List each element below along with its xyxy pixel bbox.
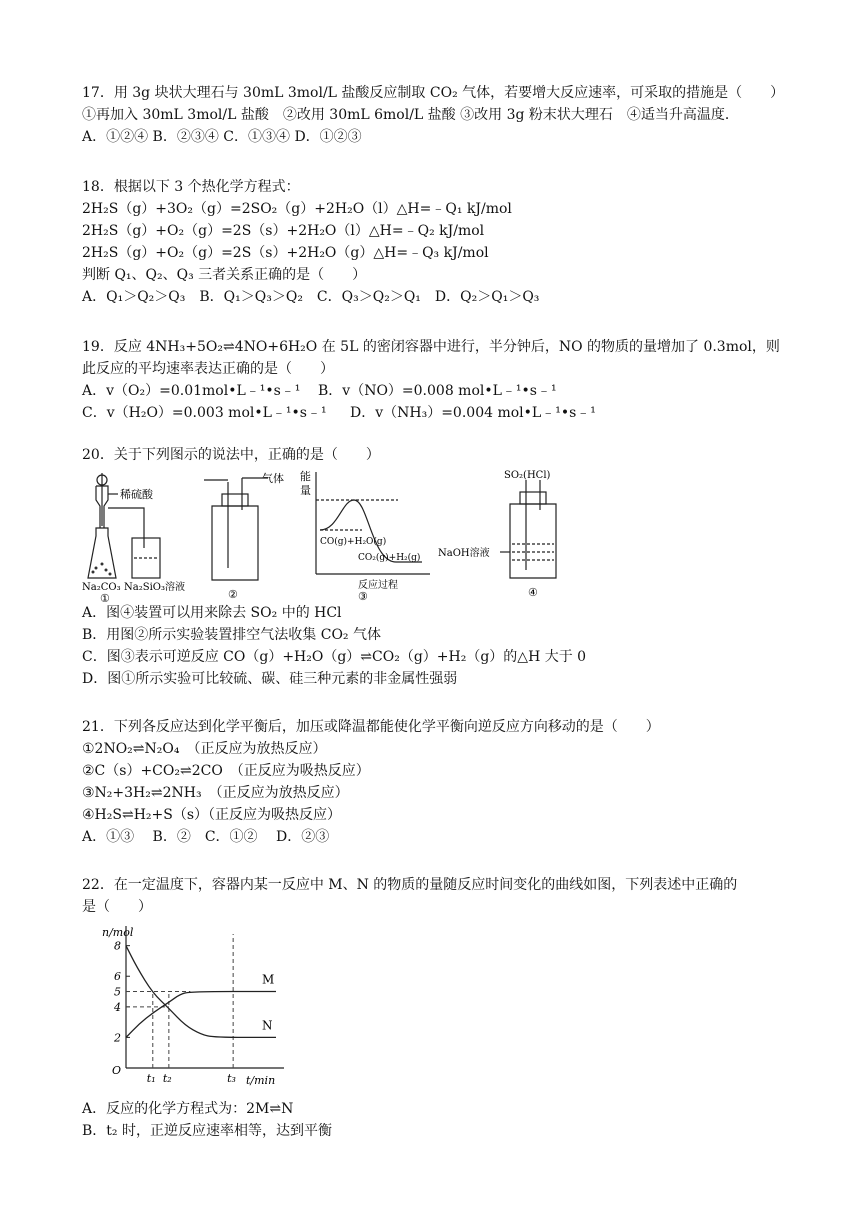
delivery-tube xyxy=(108,508,144,548)
na2sio3-label: Na₂SiO₃溶液 xyxy=(124,582,185,593)
q19-option-a: A．v（O₂）=0.01mol•L﹣¹•s﹣¹ xyxy=(82,383,301,399)
y-tick-label: 4 xyxy=(114,1000,121,1014)
x-tick-label: t₂ xyxy=(162,1072,172,1085)
q19-stem2: 此反应的平均速率表达正确的是（ ） xyxy=(82,361,334,377)
q18-eq3: 2H₂S（g）+O₂（g）=2S（s）+2H₂O（g）△H=﹣Q₃ kJ/mol xyxy=(82,245,489,261)
q20-figure-3 xyxy=(298,466,438,602)
x-axis-label: t/min xyxy=(246,1074,276,1087)
series-M-line xyxy=(126,992,276,1038)
fig3-number: ③ xyxy=(358,590,368,602)
q21-stem: 21．下列各反应达到化学平衡后，加压或降温都能使化学平衡向逆反应方向移动的是（ ） xyxy=(82,719,660,735)
q22-stem: 22．在一定温度下，容器内某一反应中 M、N 的物质的量随反应时间变化的曲线如图，下列表述中正确的 xyxy=(82,877,738,893)
fig1-number: ① xyxy=(100,592,110,602)
q18-question: 判断 Q₁、Q₂、Q₃ 三者关系正确的是（ ） xyxy=(82,267,367,283)
q20-option-b: B．用图②所示实验装置排空气法收集 CO₂ 气体 xyxy=(82,627,381,643)
y-axis-label: n/mol xyxy=(102,926,134,939)
na2co3-label: Na₂CO₃ xyxy=(82,582,121,593)
q19-stem: 19．反应 4NH₃+5O₂⇌4NO+6H₂O 在 5L 的密闭容器中进行，半分钟后，NO 的物质的量增加了 0.3mol，则 xyxy=(82,339,780,355)
x-tick-label: t₁ xyxy=(146,1072,156,1085)
q20-figure-4 xyxy=(438,466,568,602)
q20-figure-2 xyxy=(192,468,292,602)
stopper xyxy=(520,492,546,504)
q20-option-c: C．图③表示可逆反应 CO（g）+H₂O（g）⇌CO₂（g）+H₂（g）的△H 大于 0 xyxy=(82,649,587,665)
q22-option-b: B．t₂ 时，正逆反应速率相等，达到平衡 xyxy=(82,1123,332,1139)
conical-flask xyxy=(88,528,116,578)
series-N-label: N xyxy=(262,1018,273,1033)
q17-stem: 17．用 3g 块状大理石与 30mL 3mol/L 盐酸反应制取 CO₂ 气体，若要增大反应速率，可采取的措施是（ ） xyxy=(82,85,785,101)
gas-label: 气体 xyxy=(262,472,284,485)
acid-label: 稀硫酸 xyxy=(120,488,153,501)
q19-option-d: D．v（NH₃）=0.004 mol•L﹣¹•s﹣¹ xyxy=(350,405,596,421)
q17-measures: ①再加入 30mL 3mol/L 盐酸 ②改用 30mL 6mol/L 盐酸 ③改用 3g 粉末状大理石 ④适当升高温度． xyxy=(82,107,739,123)
q18-stem: 18．根据以下 3 个热化学方程式： xyxy=(82,179,300,195)
q21-options: A．①③ B．② C．①② D．②③ xyxy=(82,829,330,845)
q19-option-c: C．v（H₂O）=0.003 mol•L﹣¹•s﹣¹ xyxy=(82,405,327,421)
fig4-number: ④ xyxy=(528,586,538,599)
reactants-label: CO(g)+H₂O(g) xyxy=(320,537,387,547)
q22-option-a: A．反应的化学方程式为：2M⇌N xyxy=(82,1101,294,1117)
q19-option-b: B．v（NO）=0.008 mol•L﹣¹•s﹣¹ xyxy=(318,383,557,399)
q21-r1: ①2NO₂⇌N₂O₄ （正反应为放热反应） xyxy=(82,741,327,757)
q18-eq2: 2H₂S（g）+O₂（g）=2S（s）+2H₂O（l）△H=﹣Q₂ kJ/mol xyxy=(82,223,485,239)
q20-stem: 20．关于下列图示的说法中，正确的是（ ） xyxy=(82,447,380,463)
q18-options: A．Q₁＞Q₂＞Q₃ B．Q₁＞Q₃＞Q₂ C．Q₃＞Q₂＞Q₁ D．Q₂＞Q₁＞Q₃ xyxy=(82,289,540,305)
y-tick-label: 5 xyxy=(114,985,121,999)
energy-label-2: 量 xyxy=(300,484,311,497)
x-tick-label: t₃ xyxy=(227,1072,236,1085)
q21-r3: ③N₂+3H₂⇌2NH₃ （正反应为放热反应） xyxy=(82,785,349,801)
y-tick-label: 6 xyxy=(114,970,121,984)
q22-mn-chart xyxy=(100,920,290,1090)
q17-options: A．①②④ B．②③④ C．①③④ D．①②③ xyxy=(82,129,362,145)
naoh-label: NaOH溶液 xyxy=(438,548,490,559)
stopper xyxy=(222,494,248,506)
q20-option-a: A．图④装置可以用来除去 SO₂ 中的 HCl xyxy=(82,605,342,621)
q21-r2: ②C（s）+CO₂⇌2CO （正反应为吸热反应） xyxy=(82,763,370,779)
q20-option-d: D．图①所示实验可比较硫、碳、硅三种元素的非金属性强弱 xyxy=(82,671,458,687)
so2-hcl-label: SO₂(HCl) xyxy=(504,470,551,481)
q18-eq1: 2H₂S（g）+3O₂（g）=2SO₂（g）+2H₂O（l）△H=﹣Q₁ kJ/mol xyxy=(82,201,512,217)
y-tick-label: 2 xyxy=(114,1031,121,1045)
series-M-label: M xyxy=(262,972,275,987)
wash-bottle xyxy=(510,504,556,578)
q21-r4: ④H₂S⇌H₂+S（s）（正反应为吸热反应） xyxy=(82,807,342,823)
fig2-number: ② xyxy=(228,588,238,601)
gas-bottle xyxy=(212,506,258,580)
q20-figure-1 xyxy=(82,468,192,602)
y-tick-label: 8 xyxy=(114,939,121,953)
q22-stem2: 是（ ） xyxy=(82,899,152,915)
origin-label: O xyxy=(112,1064,122,1077)
energy-label-1: 能 xyxy=(300,470,311,483)
products-label: CO₂(g)+H₂(g) xyxy=(358,553,421,563)
process-label: 反应过程 xyxy=(358,580,398,591)
